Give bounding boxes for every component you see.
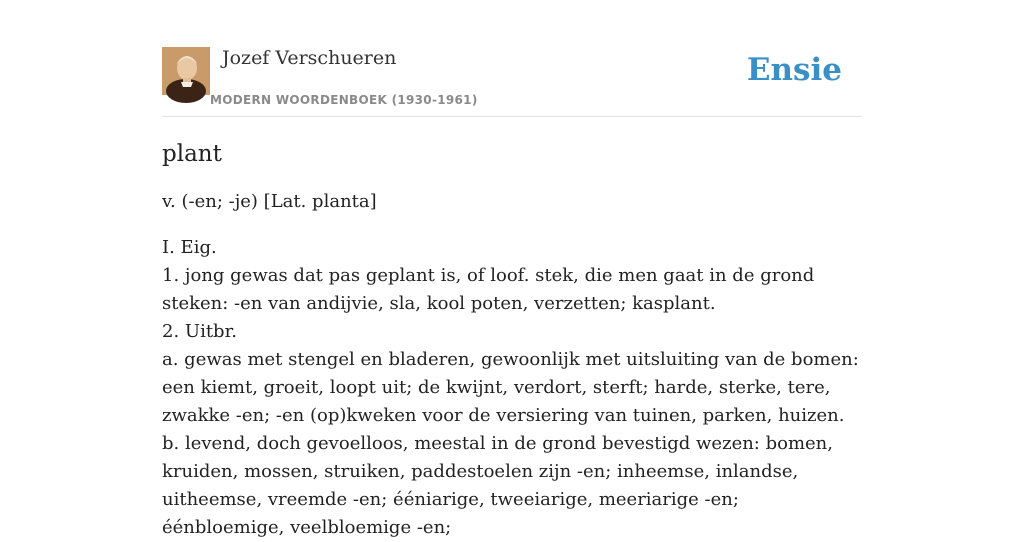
definition-line: 1. jong gewas dat pas geplant is, of loof. stek, die men gaat in de grond steken: -en van andijvie, sla, kool poten, verzetten; kasplant. (162, 265, 815, 314)
author-avatar[interactable] (162, 47, 210, 95)
entry-headword: plant (162, 141, 222, 167)
entry-content (162, 138, 862, 542)
source-title[interactable]: MODERN WOORDENBOEK (1930-1961) (210, 93, 478, 107)
definition-line: I. Eig. (162, 237, 217, 258)
author-name[interactable]: Jozef Verschueren (222, 47, 397, 69)
ensie-logo[interactable]: Ensie (746, 52, 842, 88)
site-header (162, 46, 862, 117)
entry-grammar: v. (-en; -je) [Lat. planta] (162, 191, 377, 212)
author-portrait-icon (162, 47, 210, 95)
definition-line: a. gewas met stengel en bladeren, gewoonlijk met uitsluiting van de bomen: een kiemt, groeit, loopt uit; de kwijnt, verdort, sterft; harde, sterke, tere, zwakke -en; -en (op)kweken voor de versiering van tuinen, parken, huizen. b. levend, doch gevoelloos, meestal in de grond bevestigd wezen: bomen, kruiden, mossen, struiken, paddestoelen zijn -en; inheemse, inlandse, uitheemse, vreemde -en; ééniarige, tweeiarige, meeriarige -en; éénbloemige, veelbloemige -en; (162, 349, 859, 538)
entry-definition (162, 234, 862, 542)
definition-line: 2. Uitbr. (162, 321, 237, 342)
